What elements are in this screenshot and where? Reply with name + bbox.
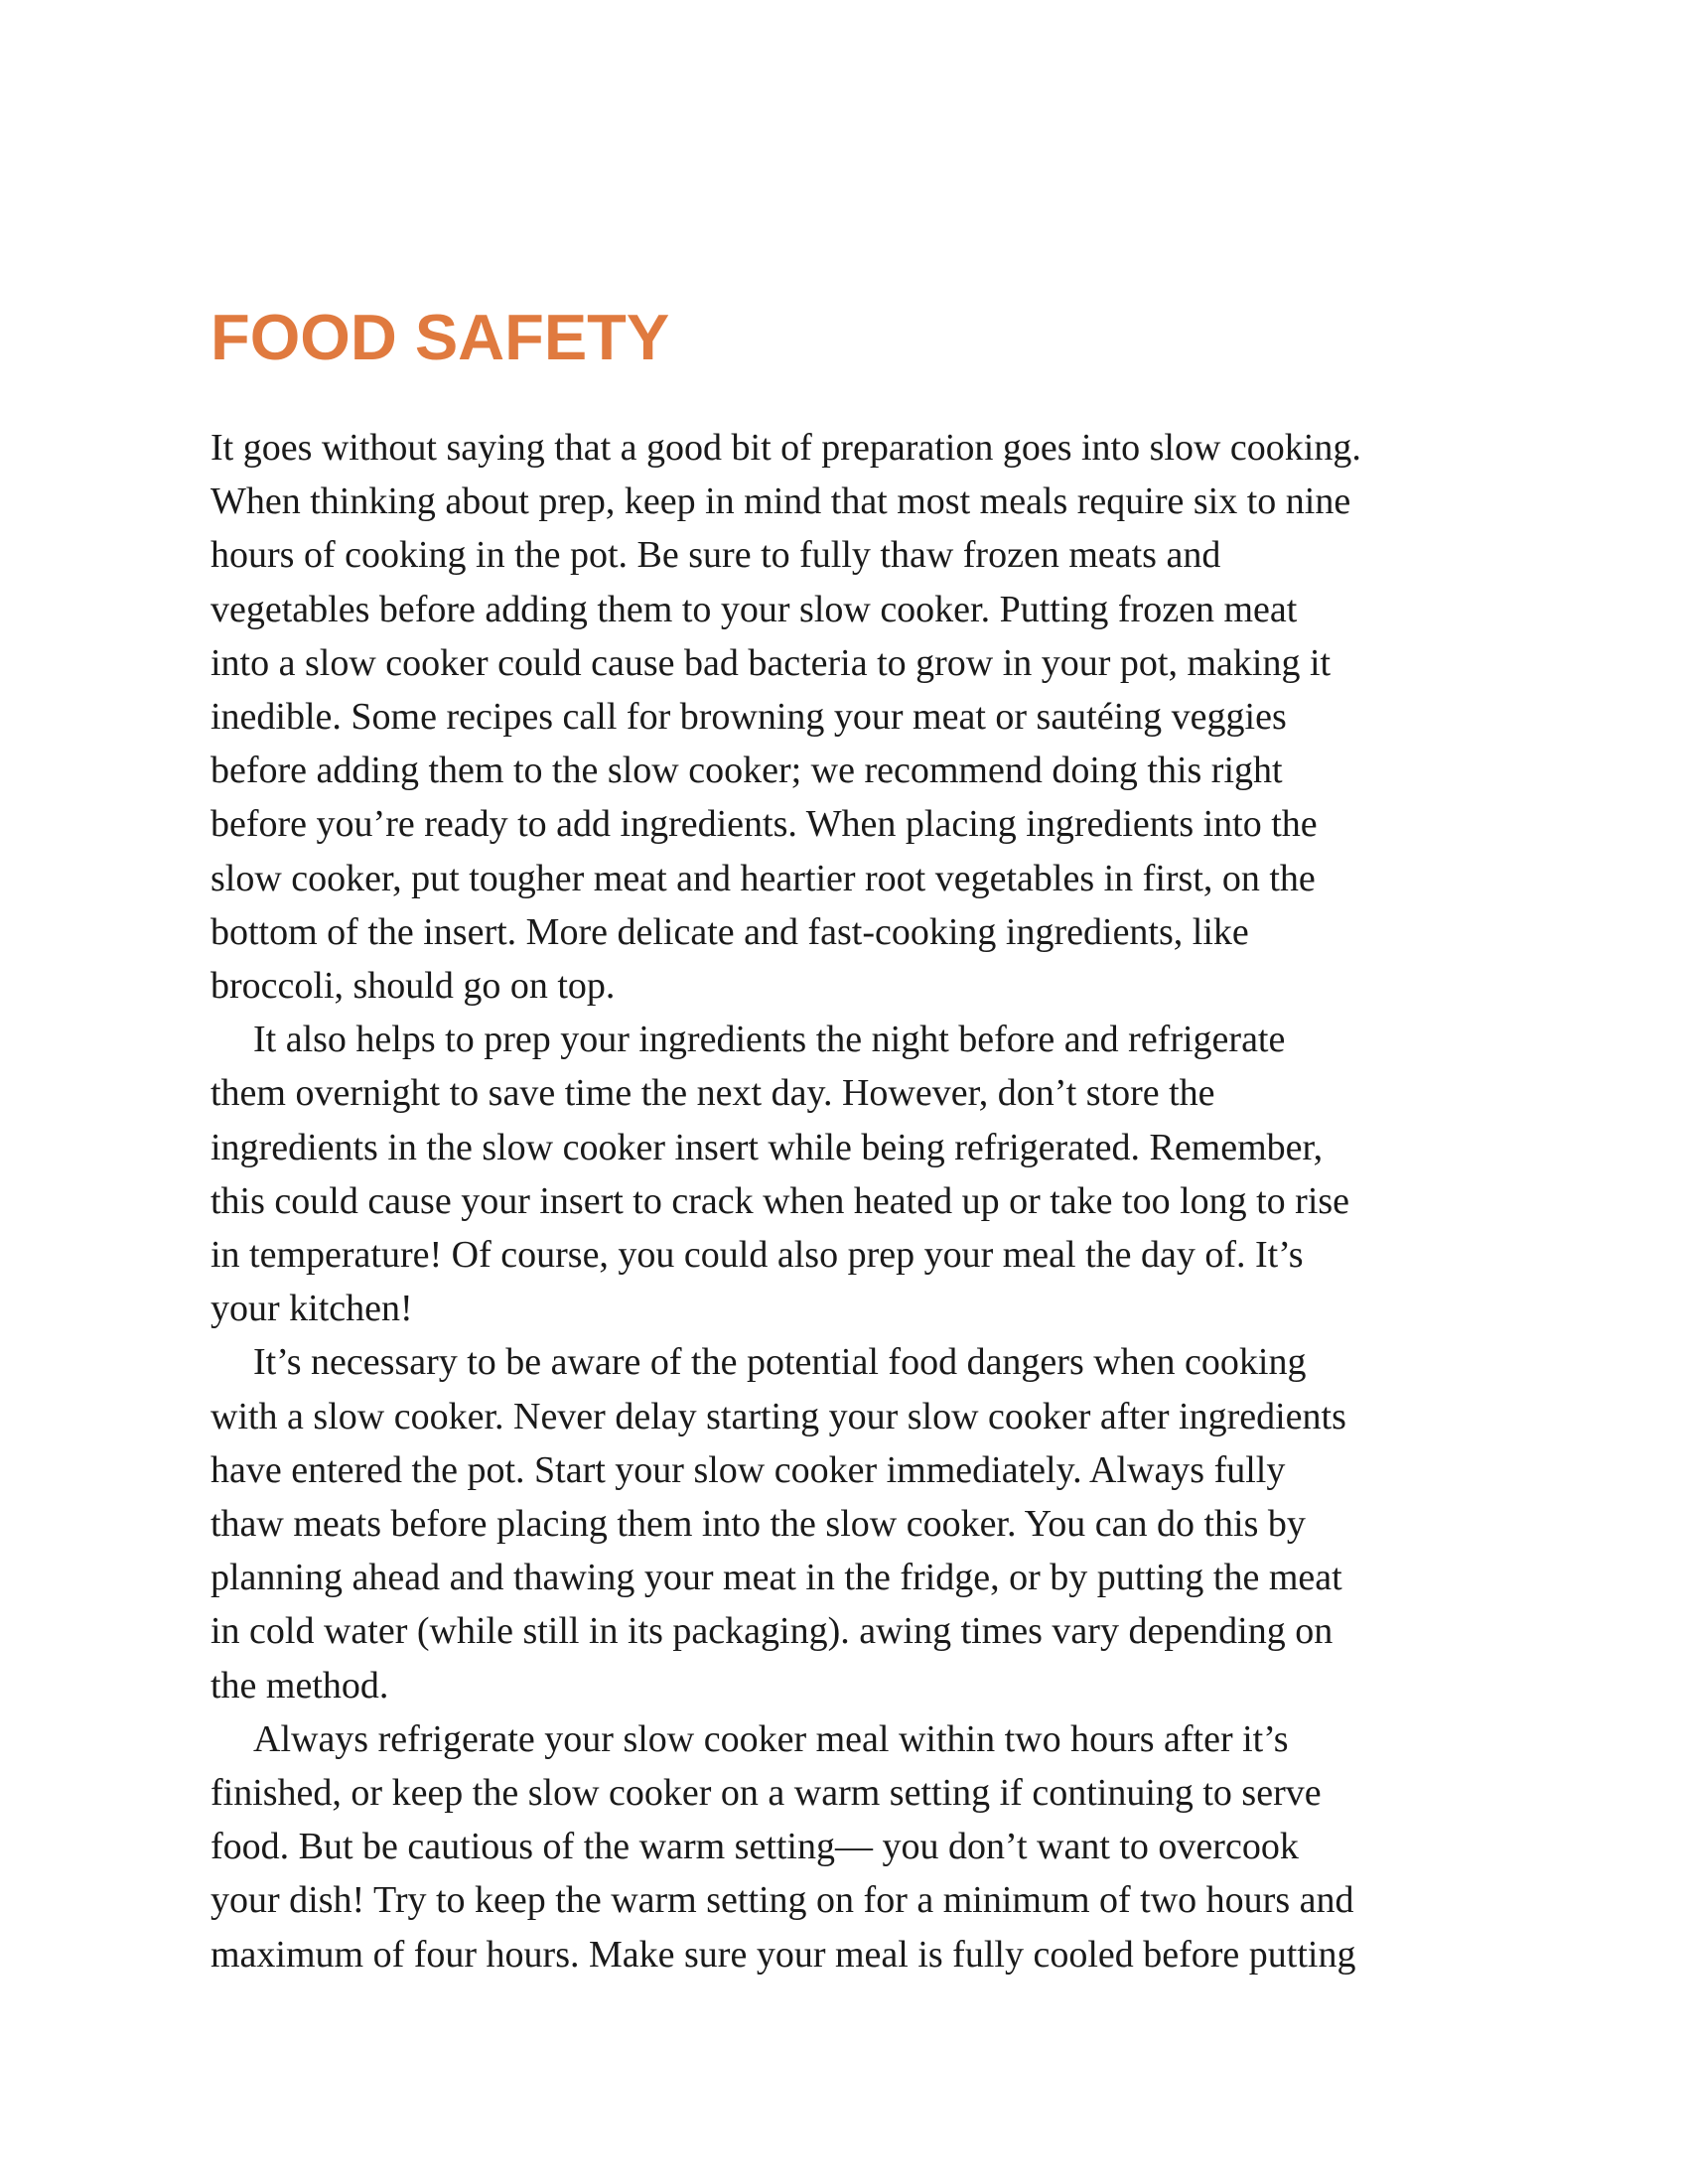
text-line: inedible. Some recipes call for browning your meat or sautéing veggies <box>211 696 1287 739</box>
text-line: maximum of four hours. Make sure your meal is fully cooled before putting <box>211 1933 1356 1976</box>
text-line: them overnight to save time the next day. However, don’t store the <box>211 1072 1215 1115</box>
text-line: hours of cooking in the pot. Be sure to fully thaw frozen meats and <box>211 534 1221 577</box>
paragraph-first-line: It also helps to prep your ingredients the night before and refrigerate <box>253 1019 1286 1061</box>
text-line: the method. <box>211 1664 389 1706</box>
text-line: ingredients in the slow cooker insert while being refrigerated. Remember, <box>211 1126 1324 1168</box>
paragraph-first-line: Always refrigerate your slow cooker meal within two hours after it’s <box>253 1717 1289 1760</box>
body-text <box>211 421 1491 1981</box>
text-line: When thinking about prep, keep in mind that most meals require six to nine <box>211 480 1351 523</box>
text-line: in cold water (while still in its packaging). awing times vary depending on <box>211 1610 1334 1653</box>
text-line: before you’re ready to add ingredients. When placing ingredients into the <box>211 803 1318 846</box>
text-line: finished, or keep the slow cooker on a warm setting if continuing to serve <box>211 1772 1322 1815</box>
text-line: It goes without saying that a good bit of preparation goes into slow cooking. <box>211 427 1361 469</box>
text-line: thaw meats before placing them into the slow cooker. You can do this by <box>211 1503 1306 1546</box>
text-line: your kitchen! <box>211 1288 413 1330</box>
text-line: vegetables before adding them to your slow cooker. Putting frozen meat <box>211 588 1298 630</box>
text-line: before adding them to the slow cooker; we recommend doing this right <box>211 750 1283 792</box>
text-line: with a slow cooker. Never delay starting your slow cooker after ingredients <box>211 1395 1346 1437</box>
text-line: bottom of the insert. More delicate and fast-cooking ingredients, like <box>211 910 1249 953</box>
section-heading: FOOD SAFETY <box>211 301 670 373</box>
text-line: in temperature! Of course, you could also prep your meal the day of. It’s <box>211 1234 1304 1277</box>
paragraph-first-line: It’s necessary to be aware of the potential food dangers when cooking <box>253 1341 1307 1384</box>
text-line: food. But be cautious of the warm setting— you don’t want to overcook <box>211 1826 1299 1868</box>
text-line: your dish! Try to keep the warm setting on for a minimum of two hours and <box>211 1879 1354 1922</box>
text-line: have entered the pot. Start your slow cooker immediately. Always fully <box>211 1448 1286 1491</box>
text-line: planning ahead and thawing your meat in the fridge, or by putting the meat <box>211 1557 1342 1599</box>
text-line: slow cooker, put tougher meat and heartier root vegetables in first, on the <box>211 857 1316 899</box>
text-line: into a slow cooker could cause bad bacteria to grow in your pot, making it <box>211 641 1332 684</box>
text-line: this could cause your insert to crack when heated up or take too long to rise <box>211 1179 1350 1222</box>
text-line: broccoli, should go on top. <box>211 965 616 1008</box>
